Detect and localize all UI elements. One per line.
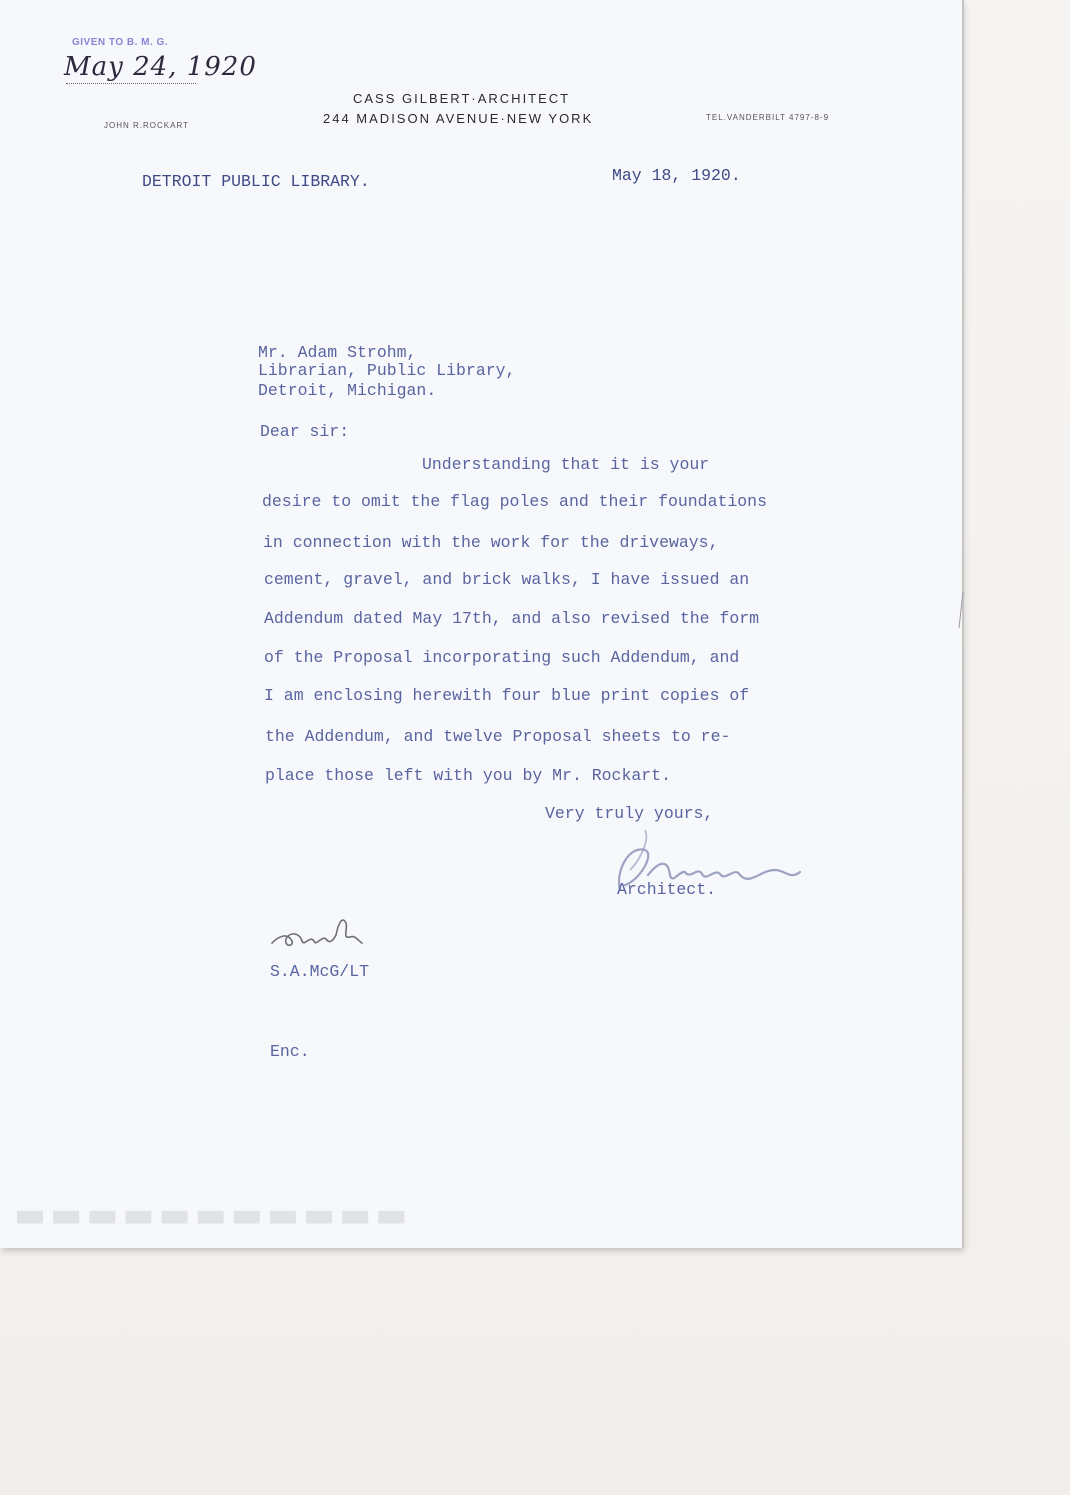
enclosure-note: Enc.: [270, 1042, 310, 1061]
salutation: Dear sir:: [260, 422, 350, 441]
recipient-city: Detroit, Michigan.: [258, 381, 437, 400]
received-stamp: GIVEN TO B. M. G.: [72, 37, 169, 48]
recipient-name: Mr. Adam Strohm,: [258, 343, 417, 362]
recipient-title: Librarian, Public Library,: [258, 361, 516, 380]
initials-signature-graphic: [270, 905, 390, 955]
body-line: the Addendum, and twelve Proposal sheets to re-: [265, 727, 731, 746]
letterhead-address: 244 MADISON AVENUE·NEW YORK: [323, 111, 594, 126]
handwritten-date: May 24, 1920: [64, 52, 257, 82]
letterhead-firm: CASS GILBERT·ARCHITECT: [353, 91, 571, 106]
margin-mark: [955, 590, 969, 630]
initials-reference: S.A.McG/LT: [270, 962, 370, 981]
body-line: desire to omit the flag poles and their foundations: [262, 492, 767, 511]
letter-date: May 18, 1920.: [612, 166, 741, 185]
body-line: in connection with the work for the driveways,: [263, 533, 719, 552]
body-line: cement, gravel, and brick walks, I have issued an: [264, 570, 750, 589]
reference-line: DETROIT PUBLIC LIBRARY.: [142, 172, 370, 191]
letterhead-telephone: TEL.VANDERBILT 4797-8-9: [706, 113, 830, 122]
letterhead-left-name: JOHN R.ROCKART: [104, 121, 189, 130]
body-line: I am enclosing herewith four blue print copies of: [264, 686, 750, 705]
body-line: Addendum dated May 17th, and also revised the form: [264, 609, 760, 628]
body-line: of the Proposal incorporating such Addendum, and: [264, 648, 740, 667]
signer-title: Architect.: [617, 880, 717, 899]
closing: Very truly yours,: [545, 804, 714, 823]
date-underline: [66, 83, 196, 84]
body-line: Understanding that it is your: [422, 455, 710, 474]
bleed-through-stamp: ▬▬▬▬▬▬▬▬▬▬▬: [10, 1195, 408, 1235]
body-line: place those left with you by Mr. Rockart.: [265, 766, 671, 785]
